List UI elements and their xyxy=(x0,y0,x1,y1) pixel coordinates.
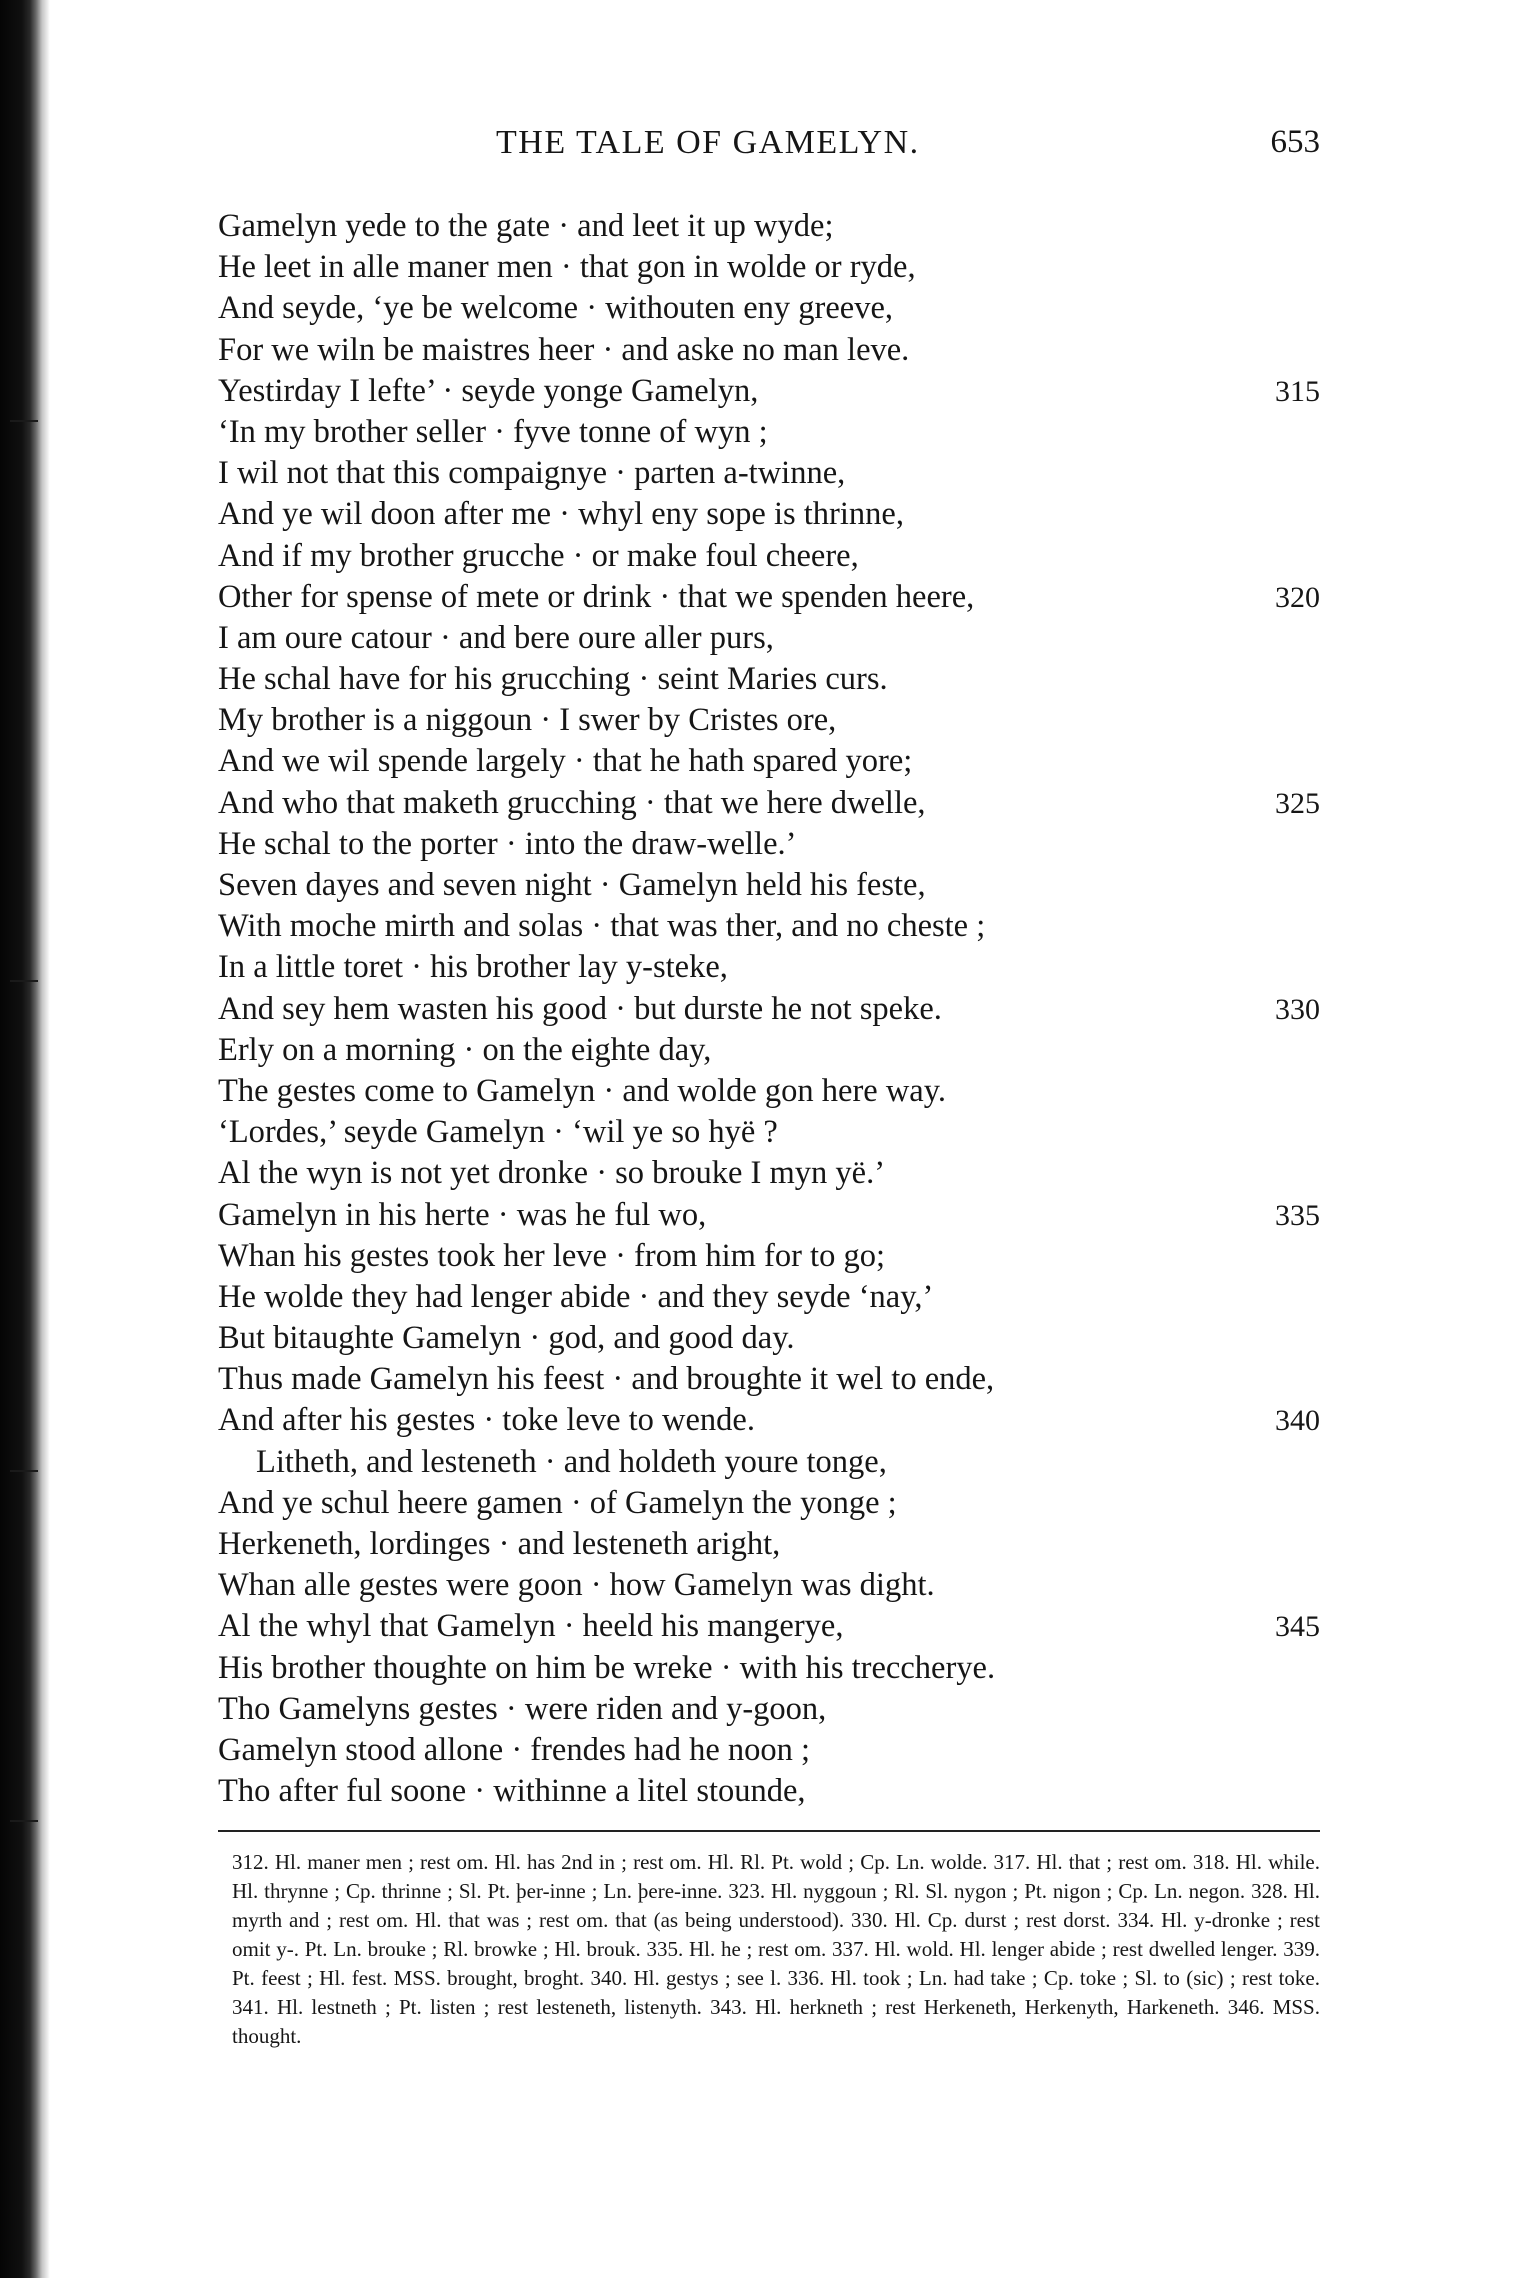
poem-line xyxy=(218,1483,1320,1524)
poem-line-text: For we wiln be maistres heer · and aske no man leve. xyxy=(218,331,910,368)
poem-line-text: Whan alle gestes were goon · how Gamelyn was dight. xyxy=(218,1567,935,1604)
line-number: 320 xyxy=(1275,580,1320,614)
poem-line-text: Gamelyn in his herte · was he ful wo, xyxy=(218,1196,707,1233)
poem-line-text: He schal have for his grucching · seint Maries curs. xyxy=(218,661,888,698)
poem-line-text: He schal to the porter · into the draw-welle.’ xyxy=(218,825,797,862)
poem-line-text: And sey hem wasten his good · but durste he not speke. xyxy=(218,990,942,1027)
poem-line-text: Erly on a morning · on the eighte day, xyxy=(218,1031,712,1068)
poem-line-text: Tho Gamelyns gestes · were riden and y-goon, xyxy=(218,1690,827,1727)
poem-line xyxy=(218,1442,1320,1483)
poem-line xyxy=(218,412,1320,453)
running-title: THE TALE OF GAMELYN. xyxy=(496,124,920,161)
poem-line xyxy=(218,947,1320,988)
poem-line xyxy=(218,659,1320,700)
poem-line xyxy=(218,783,1320,824)
poem-line xyxy=(218,371,1320,412)
poem-line-text: And if my brother grucche · or make foul cheere, xyxy=(218,537,859,574)
footnotes: 312. Hl. maner men ; rest om. Hl. has 2nd in ; rest om. Hl. Rl. Pt. wold ; Cp. Ln. wolde. 317. Hl. that ; rest om. 318. Hl. while. Hl. thrynne ; Cp. thrinne ; Sl. Pt. þer-inne ; Ln. þere-inne. 323. Hl. nyggoun ; Rl. Sl. nygon ; Pt. nigon ; Cp. Ln. negon. 328. Hl. myrth and ; rest om. Hl. that was ; rest om. that (as being understood). 330. Hl. Cp. durst ; rest dorst. 334. Hl. y-dronke ; rest omit y-. Pt. Ln. brouke ; Rl. browke ; Hl. brouk. 335. Hl. he ; rest om. 337. Hl. wold. Hl. lenger abide ; rest dwelled lenger. 339. Pt. feest ; Hl. fest. MSS. brought, broght. 340. Hl. gestys ; see l. 336. Hl. took ; Ln. had take ; Cp. toke ; Sl. to (sic) ; rest toke. 341. Hl. lestneth ; Pt. listen ; rest lesteneth, listenyth. 343. Hl. herkneth ; rest Herkeneth, Herkenyth, Harkeneth. 346. MSS. thought. xyxy=(232,1850,1320,2048)
poem-line xyxy=(218,288,1320,329)
poem-line xyxy=(218,906,1320,947)
poem-line xyxy=(218,1606,1320,1647)
poem-line xyxy=(218,989,1320,1030)
binding-speck xyxy=(10,1820,38,1822)
poem-line xyxy=(218,865,1320,906)
poem-line xyxy=(218,1771,1320,1812)
poem-line-text: Thus made Gamelyn his feest · and broughte it wel to ende, xyxy=(218,1361,995,1398)
binding-speck xyxy=(10,980,38,982)
poem-line-text: He leet in alle maner men · that gon in wolde or ryde, xyxy=(218,249,916,286)
poem-line-text: Herkeneth, lordinges · and lesteneth aright, xyxy=(218,1526,781,1562)
poem-line xyxy=(218,1400,1320,1441)
poem-line-text: ‘Lordes,’ seyde Gamelyn · ‘wil ye so hyë ? xyxy=(218,1114,778,1151)
poem-line-text: Al the wyn is not yet dronke · so brouke I myn yë.’ xyxy=(218,1155,886,1192)
poem-line-text: And who that maketh grucching · that we here dwelle, xyxy=(218,784,926,821)
poem-line-text: Seven dayes and seven night · Gamelyn held his feste, xyxy=(218,867,926,903)
poem-line xyxy=(218,536,1320,577)
binding-speck xyxy=(10,420,38,422)
poem-line xyxy=(218,1195,1320,1236)
poem-line xyxy=(218,1359,1320,1400)
poem-line xyxy=(218,206,1320,247)
poem-line-text: The gestes come to Gamelyn · and wolde gon here way. xyxy=(218,1072,946,1109)
poem-line-text: And after his gestes · toke leve to wende. xyxy=(218,1402,755,1439)
poem-line-text: Whan his gestes took her leve · from him for to go; xyxy=(218,1237,885,1274)
poem-line xyxy=(218,453,1320,494)
page-header xyxy=(218,124,1320,170)
poem-line-text: And seyde, ‘ye be welcome · withouten eny greeve, xyxy=(218,290,894,327)
poem-line-text: Gamelyn yede to the gate · and leet it up wyde; xyxy=(218,208,834,244)
line-number: 340 xyxy=(1275,1404,1320,1438)
poem-line-text: His brother thoughte on him be wreke · with his treccherye. xyxy=(218,1649,996,1686)
poem-line xyxy=(218,700,1320,741)
poem-line xyxy=(218,577,1320,618)
book-binding-shadow xyxy=(0,0,52,2278)
page-number: 653 xyxy=(1270,124,1320,160)
poem-line-text: And we wil spende largely · that he hath spared yore; xyxy=(218,743,913,780)
poem-line-text: Al the whyl that Gamelyn · heeld his mangerye, xyxy=(218,1608,844,1645)
poem-line-text: Yestirday I lefte’ · seyde yonge Gamelyn, xyxy=(218,372,759,409)
line-number: 345 xyxy=(1275,1610,1320,1644)
poem-line xyxy=(218,1071,1320,1112)
poem-line-text: And ye schul heere gamen · of Gamelyn the yonge ; xyxy=(218,1484,897,1521)
poem-line-text: In a little toret · his brother lay y-steke, xyxy=(218,949,728,986)
poem-line-text: Tho after ful soone · withinne a litel stounde, xyxy=(218,1773,806,1810)
poem-line xyxy=(218,824,1320,865)
poem-line xyxy=(218,1236,1320,1277)
poem-line-text: My brother is a niggoun · I swer by Cristes ore, xyxy=(218,702,837,739)
poem-line xyxy=(218,1318,1320,1359)
line-number: 325 xyxy=(1275,786,1320,820)
poem-line-text: Other for spense of mete or drink · that we spenden heere, xyxy=(218,578,975,615)
poem-line xyxy=(218,1648,1320,1689)
poem-line-text: He wolde they had lenger abide · and they seyde ‘nay,’ xyxy=(218,1278,934,1315)
poem-line-text: But bitaughte Gamelyn · god, and good day. xyxy=(218,1320,795,1357)
footnote-divider xyxy=(218,1830,1320,1832)
line-number: 335 xyxy=(1275,1198,1320,1232)
poem-line xyxy=(218,1112,1320,1153)
poem-line xyxy=(218,618,1320,659)
line-number: 315 xyxy=(1275,374,1320,408)
poem-line-text: I wil not that this compaignye · parten a-twinne, xyxy=(218,455,846,492)
poem-line-text: Gamelyn stood allone · frendes had he noon ; xyxy=(218,1731,811,1768)
poem-line-text: And ye wil doon after me · whyl eny sope is thrinne, xyxy=(218,496,904,533)
poem-line xyxy=(218,1565,1320,1606)
poem-line xyxy=(218,330,1320,371)
poem-line-text: ‘In my brother seller · fyve tonne of wyn ; xyxy=(218,413,768,450)
poem-line-text: With moche mirth and solas · that was ther, and no cheste ; xyxy=(218,908,986,945)
poem-line xyxy=(218,1730,1320,1771)
poem-line xyxy=(218,1030,1320,1071)
poem-line xyxy=(218,494,1320,535)
poem-line xyxy=(218,1153,1320,1194)
poem-line xyxy=(218,1689,1320,1730)
poem-line xyxy=(218,741,1320,782)
poem-line xyxy=(218,1524,1320,1565)
poem-line-text: I am oure catour · and bere oure aller purs, xyxy=(218,619,774,656)
line-number: 330 xyxy=(1275,992,1320,1026)
poem-line xyxy=(218,1277,1320,1318)
binding-speck xyxy=(10,1470,38,1472)
poem-text xyxy=(218,206,1320,1812)
poem-line-text: Litheth, and lesteneth · and holdeth youre tonge, xyxy=(256,1443,887,1480)
poem-line xyxy=(218,247,1320,288)
